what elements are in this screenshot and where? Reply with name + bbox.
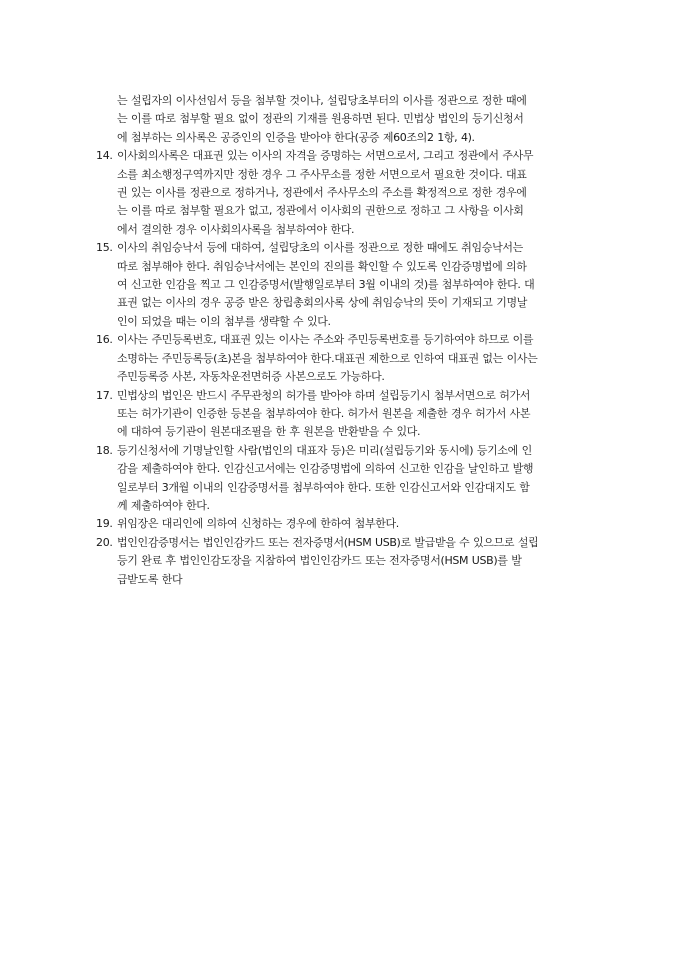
item-line: 여 신고한 인감을 찍고 그 인감증명서(발행일로부터 3월 이내의 것)를 첨부하여야 한다. 대 [117, 278, 535, 292]
list-item-17 [96, 387, 596, 442]
item-text [117, 331, 596, 386]
list-item-19 [96, 515, 596, 533]
list-item-20 [96, 534, 596, 589]
item-text [117, 239, 596, 331]
item-line: 표권 없는 이사의 경우 공증 받은 창립총회의사록 상에 취임승낙의 뜻이 기재되고 기명날 [117, 296, 528, 310]
item-line: 감을 제출하여야 한다. 인감신고서에는 인감증명법에 의하여 신고한 인감을 날인하고 발행 [117, 462, 534, 476]
item-line: 등기신청서에 기명날인할 사람(법인의 대표자 등)은 미리(설립등기와 동시에) 등기소에 인 [117, 443, 532, 457]
item-line: 이사는 주민등록번호, 대표권 있는 이사는 주소와 주민등록번호를 등기하여야 하므로 이를 [117, 333, 534, 347]
item-line: 일로부터 3개월 이내의 인감증명서를 첨부하여야 한다. 또한 인감신고서와 인감대지도 함 [117, 480, 530, 494]
item-line: 법인인감증명서는 법인인감카드 또는 전자증명서(HSM USB)로 발급받을 수 있으므로 설립 [117, 535, 539, 549]
item-line: 이사회의사록은 대표권 있는 이사의 자격을 증명하는 서면으로서, 그리고 정관에서 주사무 [117, 149, 534, 163]
intro-line: 는 설립자의 이사선임서 등을 첨부할 것이나, 설립당초부터의 이사를 정관으로 정한 때에 [117, 94, 527, 107]
item-line: 따로 첨부해야 한다. 취임승낙서에는 본인의 진의를 확인할 수 있도록 인감증명법에 의하 [117, 259, 527, 273]
item-number: 17. [96, 388, 113, 402]
item-number: 20. [96, 535, 113, 549]
item-line: 또는 허가기관이 인증한 등본을 첨부하여야 한다. 허가서 원본을 제출한 경우 허가서 사본 [117, 406, 531, 420]
item-number: 14. [96, 149, 113, 163]
item-text [117, 147, 596, 239]
item-text [117, 387, 596, 442]
item-text [117, 534, 596, 589]
list-item-16 [96, 331, 596, 386]
item-line: 는 이를 따로 첨부할 필요가 없고, 정관에서 이사회의 권한으로 정하고 그 사항을 이사회 [117, 204, 524, 218]
item-line: 께 제출하여야 한다. [117, 498, 210, 512]
document-body [96, 92, 596, 589]
item-line: 에 대하여 등기관이 원본대조필을 한 후 원본을 반환받을 수 있다. [117, 425, 421, 439]
item-line: 소를 최소행정구역까지만 정한 경우 그 주사무소를 정한 서면으로서 필요한 것이다. 대표 [117, 167, 527, 181]
intro-line: 는 이를 따로 첨부할 필요 없이 정관의 기재를 원용하면 된다. 민법상 법인의 등기신청서 [117, 112, 524, 126]
item-line: 위임장은 대리인에 의하여 신청하는 경우에 한하여 첨부한다. [117, 517, 399, 531]
item-line: 에서 결의한 경우 이사회의사록을 첨부하여야 한다. [117, 222, 355, 236]
intro-paragraph [96, 92, 596, 147]
item-number: 18. [96, 443, 113, 457]
list-item-18 [96, 442, 596, 516]
item-text [117, 442, 596, 516]
item-number: 16. [96, 333, 113, 347]
list-item-14 [96, 147, 596, 239]
item-line: 권 있는 이사를 정관으로 정하거나, 정관에서 주사무소의 주소를 확정적으로 정한 경우에 [117, 186, 527, 200]
item-number: 15. [96, 241, 113, 255]
list-item-15 [96, 239, 596, 331]
item-line: 등기 완료 후 법인인감도장을 지참하여 법인인감카드 또는 전자증명서(HSM USB)를 발 [117, 554, 522, 568]
item-line: 인이 되었을 때는 이의 첨부를 생략할 수 있다. [117, 314, 331, 328]
item-line: 급받도록 한다 [117, 572, 183, 586]
item-line: 이사의 취임승낙서 등에 대하여, 설립당초의 이사를 정관으로 정한 때에도 취임승낙서는 [117, 241, 523, 255]
intro-line: 에 첨부하는 의사록은 공증인의 인증을 받아야 한다(공증 제60조의2 1항, 4). [117, 130, 475, 144]
item-line: 소명하는 주민등록등(초)본을 첨부하여야 한다.대표권 제한으로 인하여 대표권 없는 이사는 [117, 351, 538, 365]
item-number: 19. [96, 517, 113, 531]
item-line: 주민등록증 사본, 자동차운전면허증 사본으로도 가능하다. [117, 370, 385, 384]
item-text [117, 515, 596, 533]
item-line: 민법상의 법인은 반드시 주무관청의 허가를 받아야 하며 설립등기시 첨부서면으로 허가서 [117, 388, 531, 402]
